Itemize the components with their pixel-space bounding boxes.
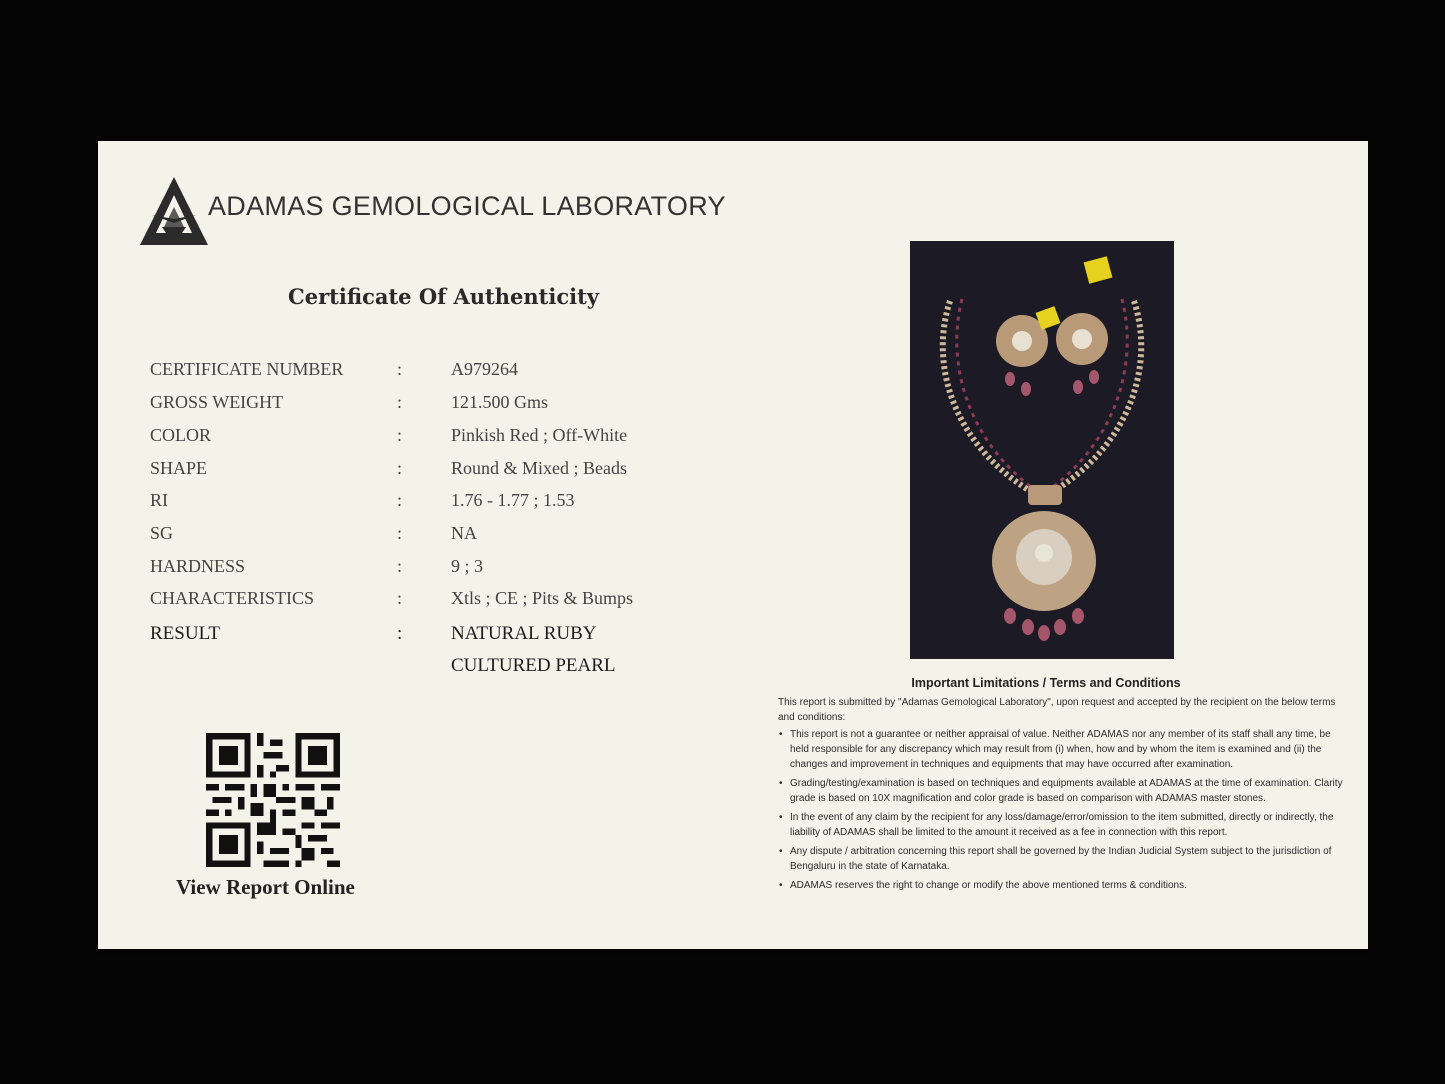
- detail-label: CERTIFICATE NUMBER: [150, 359, 344, 379]
- terms-item: • Grading/testing/examination is based on techniques and equipments available at ADAMAS at the time of examination. Clarity grade is based on 10X magnification and color grade is based on comparison with ADAMAS master stones.: [790, 776, 1344, 806]
- detail-value: Xtls ; CE ; Pits & Bumps: [451, 588, 634, 608]
- detail-separator: :: [397, 359, 403, 379]
- certificate-card: [98, 141, 1368, 949]
- detail-row-color: [150, 425, 710, 455]
- detail-value: Pinkish Red ; Off-White: [451, 425, 628, 445]
- detail-separator: :: [397, 556, 403, 576]
- detail-row-ri: [150, 490, 710, 520]
- view-report-online-label[interactable]: View Report Online: [176, 875, 355, 899]
- terms-intro: This report is submitted by "Adamas Gemological Laboratory", upon request and accepted by the recipient on the below terms and conditions:: [778, 697, 1336, 723]
- detail-label: HARDNESS: [150, 556, 246, 576]
- adamas-triangle-logo-icon: [138, 175, 210, 247]
- terms-item: • In the event of any claim by the recipient for any loss/damage/error/omission to the item submitted, directly or indirectly, the liability of ADAMAS shall be limited to the amount it received as a fee in connection with this report.: [790, 810, 1344, 840]
- detail-row-hardness: [150, 556, 710, 586]
- detail-row-result: [150, 623, 710, 653]
- detail-row-certificate-number: [150, 359, 710, 389]
- detail-row-shape: [150, 458, 710, 488]
- terms-section: [778, 676, 1344, 897]
- brand-name: ADAMAS GEMOLOGICAL LABORATORY: [208, 191, 726, 221]
- detail-value: 9 ; 3: [451, 556, 484, 576]
- terms-item: • This report is not a guarantee or neither appraisal of value. Neither ADAMAS nor any member of its staff shall any time, be held responsible for any discrepancy which may result from (i) when, how and by whom the item is examined and (ii) the changes and improvement in techniques and equipments that may have occurred after examination.: [790, 727, 1344, 772]
- detail-separator: :: [397, 392, 403, 412]
- detail-separator: :: [397, 490, 403, 510]
- detail-value: Round & Mixed ; Beads: [451, 458, 627, 478]
- result-value-1: NATURAL RUBY: [451, 623, 597, 644]
- detail-row-characteristics: [150, 588, 710, 618]
- detail-separator: :: [397, 425, 403, 445]
- detail-label: SHAPE: [150, 458, 208, 478]
- detail-label: GROSS WEIGHT: [150, 392, 284, 412]
- detail-row-result-cont: [150, 655, 710, 685]
- detail-row-sg: [150, 523, 710, 553]
- terms-item: • Any dispute / arbitration concerning this report shall be governed by the Indian Judicial System subject to the jurisdiction of Bengaluru in the state of Karnataka.: [790, 844, 1344, 874]
- detail-label: RI: [150, 490, 168, 510]
- necklace-photo-icon: [910, 241, 1174, 659]
- detail-label: CHARACTERISTICS: [150, 588, 315, 608]
- result-separator: :: [397, 623, 403, 644]
- detail-value: 1.76 - 1.77 ; 1.53: [451, 490, 575, 510]
- detail-separator: :: [397, 588, 403, 608]
- detail-value: 121.500 Gms: [451, 392, 549, 412]
- certificate-title: Certificate Of Authenticity: [288, 284, 599, 309]
- terms-item: • ADAMAS reserves the right to change or modify the above mentioned terms & conditions.: [790, 878, 1344, 893]
- detail-value: NA: [451, 523, 477, 543]
- detail-row-gross-weight: [150, 392, 710, 422]
- detail-label: COLOR: [150, 425, 212, 445]
- terms-list: [778, 727, 1344, 893]
- detail-separator: :: [397, 523, 403, 543]
- terms-heading: Important Limitations / Terms and Conditions: [911, 676, 1181, 690]
- result-value-2: CULTURED PEARL: [451, 655, 616, 676]
- detail-separator: :: [397, 458, 403, 478]
- detail-value: A979264: [451, 359, 518, 379]
- detail-label: SG: [150, 523, 174, 543]
- qr-code-icon[interactable]: [206, 733, 340, 867]
- result-label: RESULT: [150, 623, 221, 644]
